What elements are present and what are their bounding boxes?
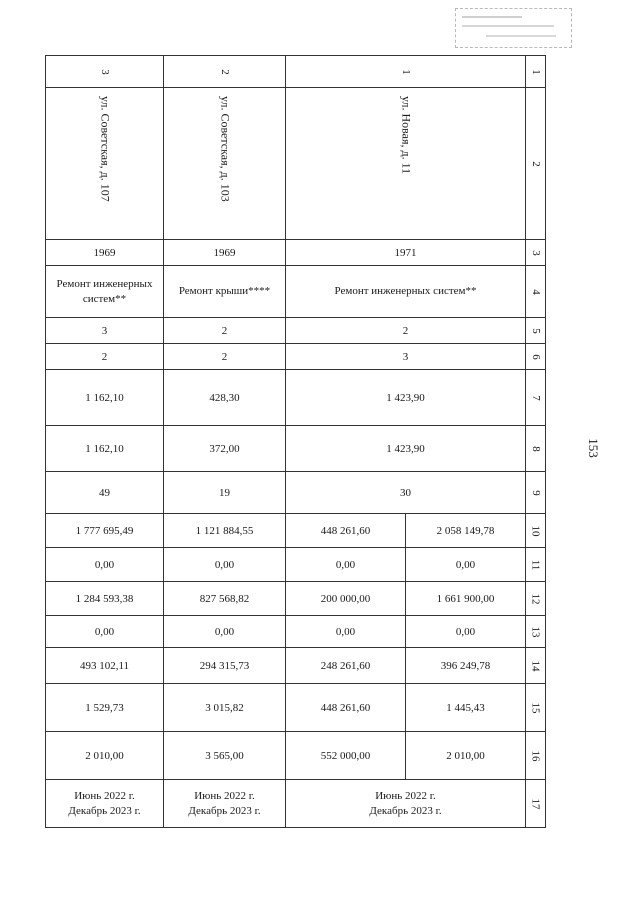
table-row [46, 370, 546, 426]
work-type-cell: Ремонт инженерных систем** [286, 266, 526, 318]
table-cell: 3 [46, 318, 164, 344]
table-cell: 0,00 [406, 616, 526, 648]
table-row [46, 616, 546, 648]
table-cell: 428,30 [164, 370, 286, 426]
table-cell: 1 777 695,49 [46, 514, 164, 548]
table-cell: 0,00 [286, 548, 406, 582]
row-number: 8 [526, 426, 546, 472]
row-number: 7 [526, 370, 546, 426]
table-cell: 0,00 [164, 616, 286, 648]
table-row [46, 780, 546, 828]
table-cell: 3 565,00 [164, 732, 286, 780]
table-row [46, 472, 546, 514]
table-cell: 2 [164, 318, 286, 344]
row-number: 4 [526, 266, 546, 318]
table-row [46, 266, 546, 318]
column-number: 2 [164, 56, 286, 88]
table-cell: 2 [164, 344, 286, 370]
table-cell: 448 261,60 [286, 514, 406, 548]
table-cell: 294 315,73 [164, 648, 286, 684]
table-cell: 2 [286, 318, 526, 344]
table-row [46, 56, 546, 88]
row-number: 15 [526, 684, 546, 732]
row-number: 11 [526, 548, 546, 582]
row-number: 17 [526, 780, 546, 828]
table-row [46, 582, 546, 616]
table-cell: 448 261,60 [286, 684, 406, 732]
table-row [46, 426, 546, 472]
table-cell: 2 010,00 [46, 732, 164, 780]
row-number: 12 [526, 582, 546, 616]
table-row [46, 732, 546, 780]
row-number: 2 [526, 88, 546, 240]
year-cell: 1969 [164, 240, 286, 266]
period-cell: Июнь 2022 г. Декабрь 2023 г. [46, 780, 164, 828]
period-cell: Июнь 2022 г. Декабрь 2023 г. [286, 780, 526, 828]
table-cell: 200 000,00 [286, 582, 406, 616]
table-cell: 3 015,82 [164, 684, 286, 732]
table-cell: 1 445,43 [406, 684, 526, 732]
table-cell: 1 162,10 [46, 426, 164, 472]
table-row [46, 240, 546, 266]
table-cell: 1 661 900,00 [406, 582, 526, 616]
table-cell: 1 162,10 [46, 370, 164, 426]
address-cell: ул. Советская, д. 103 [164, 88, 286, 240]
table-row [46, 88, 546, 240]
table-cell: 0,00 [286, 616, 406, 648]
address-cell: ул. Советская, д. 107 [46, 88, 164, 240]
table-row [46, 344, 546, 370]
work-type-cell: Ремонт крыши**** [164, 266, 286, 318]
table-cell: 248 261,60 [286, 648, 406, 684]
table-cell: 552 000,00 [286, 732, 406, 780]
table-row [46, 318, 546, 344]
row-number: 1 [526, 56, 546, 88]
table-cell: 1 121 884,55 [164, 514, 286, 548]
table-cell: 1 529,73 [46, 684, 164, 732]
table-cell: 1 423,90 [286, 426, 526, 472]
table-cell: 0,00 [46, 616, 164, 648]
table-row [46, 684, 546, 732]
row-number: 5 [526, 318, 546, 344]
column-number: 1 [286, 56, 526, 88]
row-number: 9 [526, 472, 546, 514]
page-number: 153 [585, 438, 601, 458]
table-cell: 0,00 [406, 548, 526, 582]
table-cell: 1 423,90 [286, 370, 526, 426]
row-number: 16 [526, 732, 546, 780]
table-cell: 493 102,11 [46, 648, 164, 684]
table-cell: 0,00 [164, 548, 286, 582]
row-number: 13 [526, 616, 546, 648]
year-cell: 1969 [46, 240, 164, 266]
table-row [46, 514, 546, 548]
row-number: 6 [526, 344, 546, 370]
approval-stamp [455, 8, 572, 48]
table-cell: 0,00 [46, 548, 164, 582]
table-row [46, 648, 546, 684]
table-cell: 3 [286, 344, 526, 370]
table-cell: 372,00 [164, 426, 286, 472]
repair-schedule-table [45, 55, 546, 828]
period-cell: Июнь 2022 г. Декабрь 2023 г. [164, 780, 286, 828]
table-cell: 2 058 149,78 [406, 514, 526, 548]
address-cell: ул. Новая, д. 11 [286, 88, 526, 240]
work-type-cell: Ремонт инженерных систем** [46, 266, 164, 318]
table-cell: 2 010,00 [406, 732, 526, 780]
row-number: 14 [526, 648, 546, 684]
table-row [46, 548, 546, 582]
column-number: 3 [46, 56, 164, 88]
table-cell: 19 [164, 472, 286, 514]
table-cell: 49 [46, 472, 164, 514]
table-cell: 30 [286, 472, 526, 514]
table-cell: 2 [46, 344, 164, 370]
table-cell: 396 249,78 [406, 648, 526, 684]
row-number: 10 [526, 514, 546, 548]
year-cell: 1971 [286, 240, 526, 266]
table-cell: 1 284 593,38 [46, 582, 164, 616]
row-number: 3 [526, 240, 546, 266]
table-cell: 827 568,82 [164, 582, 286, 616]
